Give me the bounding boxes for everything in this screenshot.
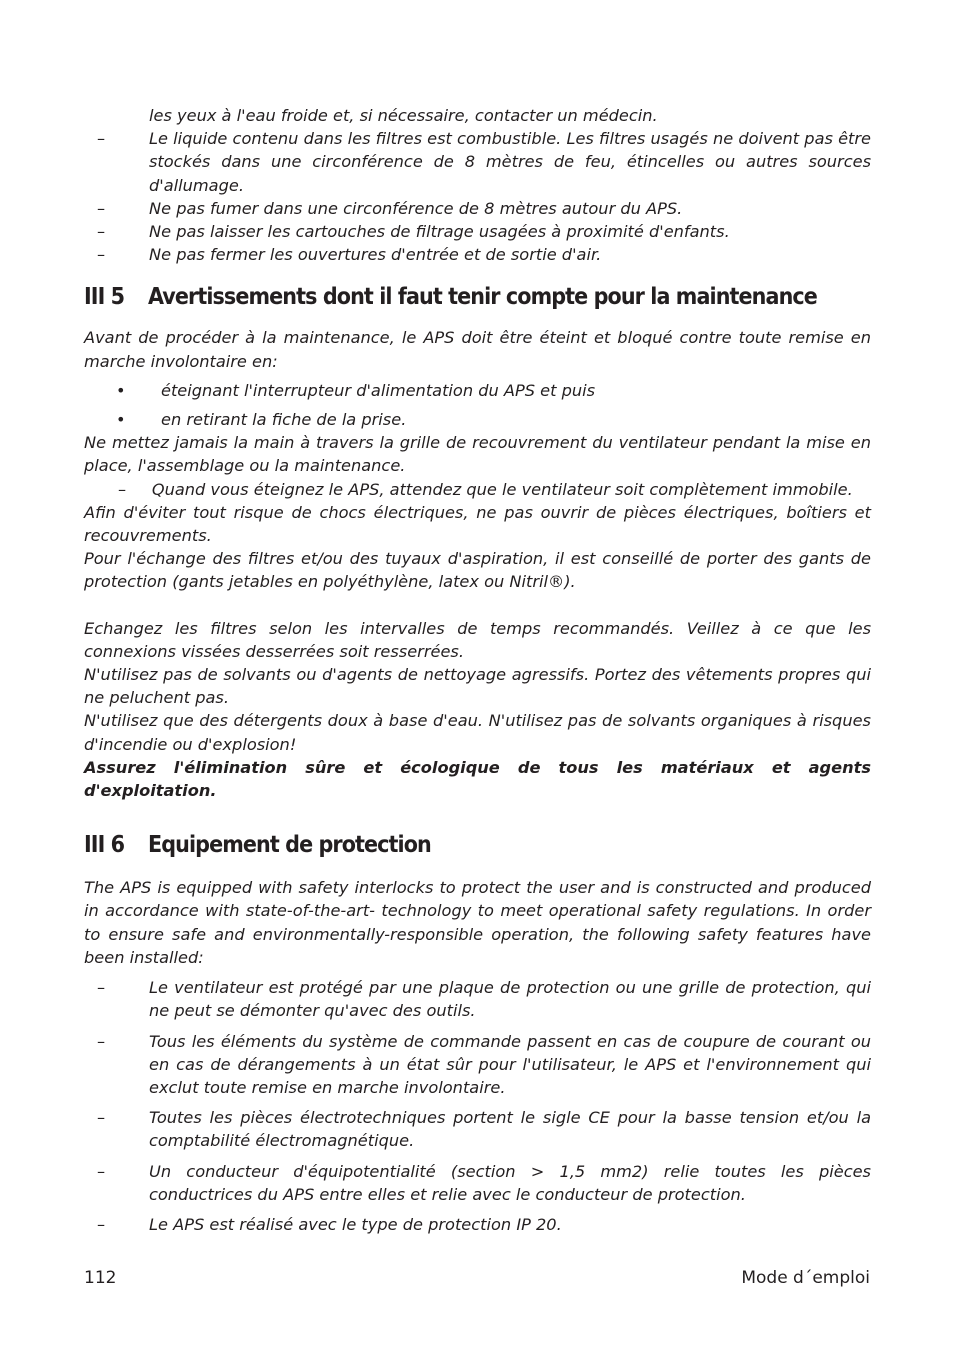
dash-marker: – [118,479,127,499]
dash-paragraph [84,478,871,501]
list-item-text: Tous les éléments du système de commande passent en cas de coupure de courant ou en cas de dérangements à un état sûr pour l'utilisateur, le APS et l'environnement qui exclut toute remise en marche involontaire. [149,1031,871,1097]
section-5-intro: Avant de procéder à la maintenance, le APS doit être éteint et bloqué contre toute remise en marche involontaire en: [84,328,871,371]
bold-paragraph: Assurez l'élimination sûre et écologique de tous les matériaux et agents d'exploitation. [84,757,871,801]
bullet-text: en retirant la fiche de la prise. [161,410,407,430]
list-marker: – [97,1031,106,1051]
section-5-body [84,326,871,802]
list-item [84,1213,871,1236]
list-marker: – [97,245,106,265]
list-item-text: Le liquide contenu dans les filtres est combustible. Les filtres usagés ne doivent pas être stockés dans une circonférence de 8 mètres de feu, étincelles ou autres sources d'allumage. [149,129,871,195]
section-6-intro: The APS is equipped with safety interlocks to protect the user and is constructed and produced in accordance with state-of-the-art- technology to meet operational safety regulations. In order to ensure safe and environmentally-responsible operation, the following safety features have been installed: [84,878,871,967]
list-item-text: Ne pas fumer dans une circonférence de 8 mètres autour du APS. [149,198,683,218]
list-item [84,220,871,243]
section-5-number: III 5 [84,284,125,311]
page-body [84,104,871,1236]
list-marker: – [97,129,106,149]
intro-list [84,104,871,266]
list-item [84,976,871,1022]
list-item [84,243,871,266]
page-number: 112 [84,1268,117,1288]
list-marker: – [97,978,106,998]
paragraph: Ne mettez jamais la main à travers la grille de recouvrement du ventilateur pendant la mise en place, l'assemblage ou la maintenance. [84,433,871,476]
section-5-title: Avertissements dont il faut tenir compte pour la maintenance [148,284,817,311]
paragraph: N'utilisez que des détergents doux à base d'eau. N'utilisez pas de solvants organiques à risques d'incendie ou d'explosion! [84,711,871,754]
list-item [84,1160,871,1206]
bullet-text: éteignant l'interrupteur d'alimentation du APS et puis [161,380,596,400]
list-marker: – [97,198,106,218]
list-item [84,127,871,197]
list-item-text: Toutes les pièces électrotechniques portent le sigle CE pour la basse tension et/ou la comptabilité électromagnétique. [149,1108,871,1151]
list-item [84,1106,871,1152]
list-marker: – [97,1108,106,1128]
list-item-text: les yeux à l'eau froide et, si nécessaire, contacter un médecin. [149,106,658,125]
list-marker: – [97,222,106,242]
section-6-number: III 6 [84,832,125,859]
list-marker: – [97,1161,106,1181]
list-marker: – [97,1214,106,1234]
list-item-text: Ne pas laisser les cartouches de filtrage usagées à proximité d'enfants. [149,222,730,242]
bullet-item [84,408,871,431]
list-item-text: Le APS est réalisé avec le type de protection IP 20. [149,1214,562,1234]
paragraph: Pour l'échange des filtres et/ou des tuyaux d'aspiration, il est conseillé de porter des gants de protection (gants jetables en polyéthylène, latex ou Nitril®). [84,549,871,592]
list-item [84,104,871,127]
list-item-text: Ne pas fermer les ouvertures d'entrée et de sortie d'air. [149,245,602,265]
paragraph: Afin d'éviter tout risque de chocs électriques, ne pas ouvrir de pièces électriques, boîtiers et recouvrements. [84,502,871,546]
paragraph: N'utilisez pas de solvants ou d'agents de nettoyage agressifs. Portez des vêtements propres qui ne peluchent pas. [84,665,871,708]
section-6-title: Equipement de protection [148,832,431,859]
list-item-text: Un conducteur d'équipotentialité (section > 1,5 mm2) relie toutes les pièces conductrices du APS entre elles et relie avec le conducteur de protection. [149,1161,871,1204]
section-6-heading [84,830,871,860]
bullet-item [84,379,871,402]
bullet-marker: • [116,410,126,430]
section-5-heading [84,282,871,312]
list-item-text: Le ventilateur est protégé par une plaque de protection ou une grille de protection, qui ne peut se démonter qu'avec des outils. [149,978,871,1021]
list-item [84,1030,871,1100]
dash-paragraph-text: Quand vous éteignez le APS, attendez que le ventilateur soit complètement immobile. [151,479,853,499]
bullet-marker: • [116,380,126,400]
footer-doc-title: Mode d´emploi [741,1268,870,1288]
section-6-body [84,876,871,1236]
list-item [84,197,871,220]
paragraph: Echangez les filtres selon les intervalles de temps recommandés. Veillez à ce que les connexions vissées desserrées soit resserrées. [84,618,871,661]
